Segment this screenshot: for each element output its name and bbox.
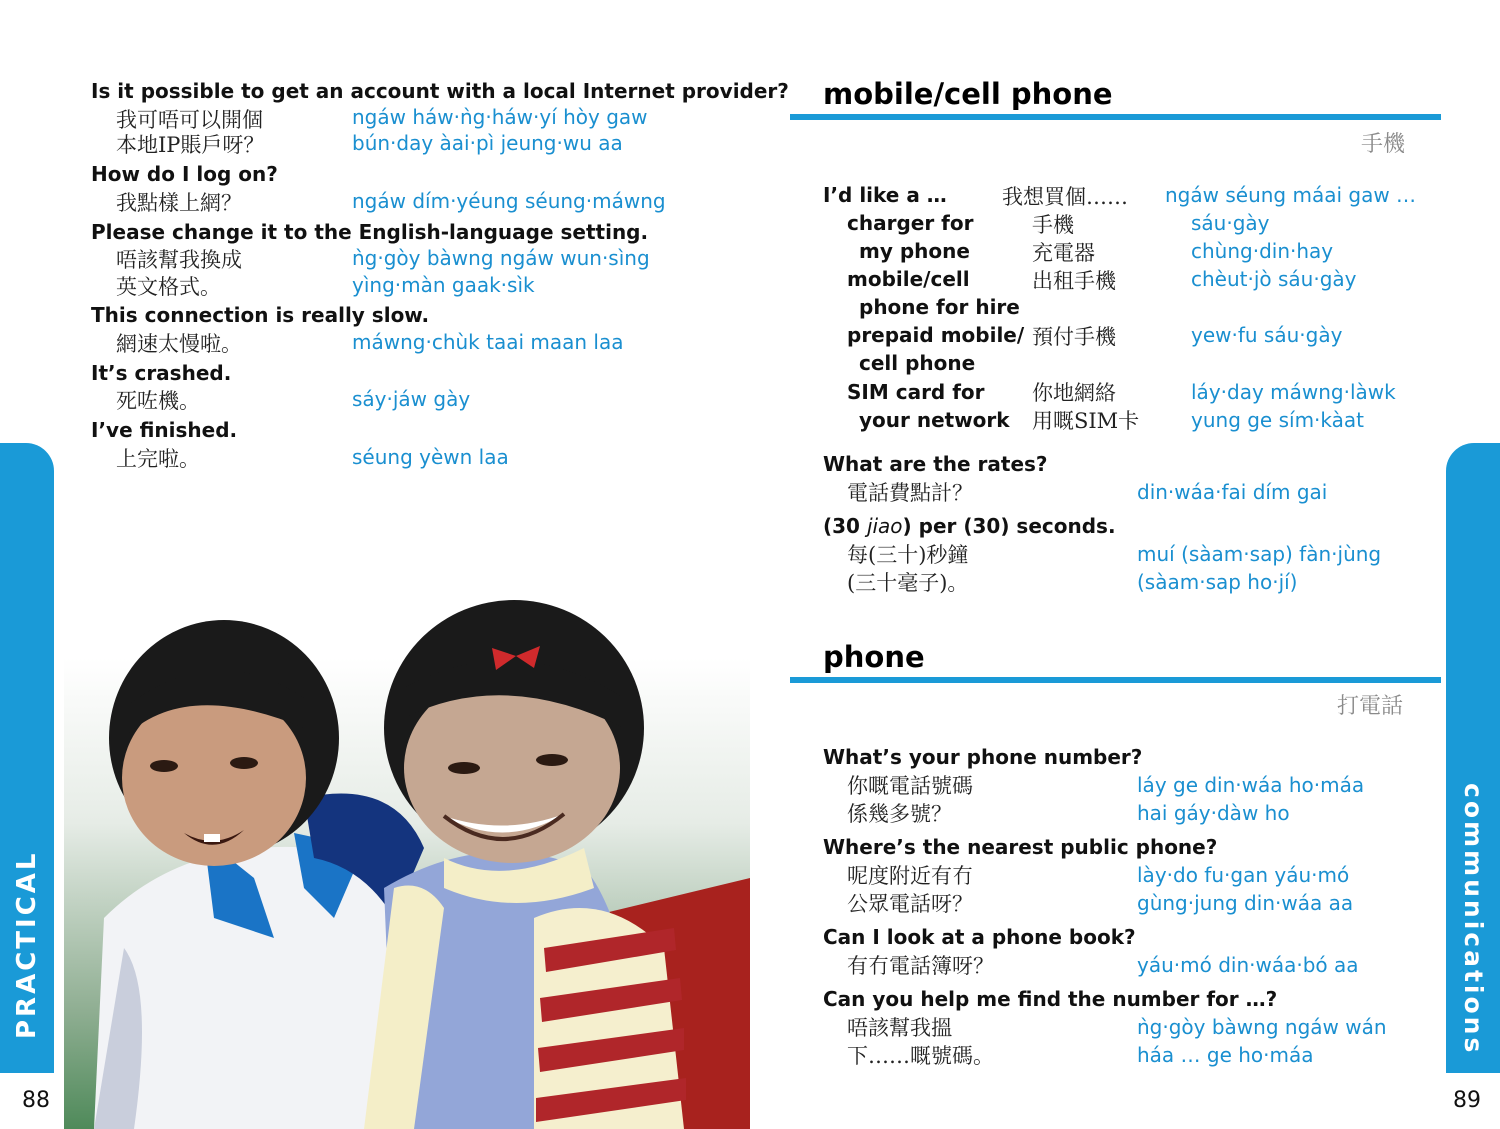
table-chinese: 用嘅SIM卡: [1032, 409, 1140, 433]
phrase-chinese: 公眾電話呀？: [847, 892, 973, 916]
phrase-chinese: 上完啦。: [116, 447, 200, 471]
phrase-romanization: ǹg·gòy bàwng ngáw wun·sìng: [352, 246, 650, 270]
section-tab-practical: [0, 443, 54, 1073]
phrase-romanization: láy ge din·wáa ho·máa: [1137, 773, 1365, 797]
page-number: 88: [22, 1088, 50, 1113]
phrase-chinese: 死咗機。: [116, 389, 200, 413]
phrase-romanization: yìng·màn gaak·sìk: [352, 273, 535, 297]
phrase-romanization: sáy·jáw gày: [352, 387, 471, 411]
phrase-chinese: 呢度附近有冇: [847, 864, 973, 888]
phrase-chinese: 每(三十)秒鐘: [847, 543, 969, 567]
phrase-english: How do I log on?: [91, 162, 278, 186]
section-title-chinese: 手機: [1361, 132, 1406, 157]
phrase-chinese: (三十毫子)。: [847, 571, 969, 595]
phrase-romanization: máwng·chùk taai maan laa: [352, 330, 624, 354]
table-chinese: 手機: [1032, 213, 1074, 237]
phrase-chinese: 英文格式。: [116, 275, 221, 299]
phrase-english-part: (30: [823, 514, 867, 538]
phrase-chinese: 下……嘅號碼。: [847, 1044, 994, 1068]
phrase-chinese: 我點樣上網？: [116, 191, 242, 215]
table-romanization: yung ge sím·kàat: [1191, 408, 1364, 432]
section-tab-label: communications: [1459, 783, 1488, 1056]
table-romanization: yew·fu sáu·gày: [1191, 323, 1343, 347]
phrase-chinese: 唔該幫我搵: [847, 1016, 952, 1040]
phrase-chinese: 我可唔可以開個: [116, 108, 263, 132]
table-chinese: 充電器: [1032, 241, 1095, 265]
table-english: SIM card for: [847, 380, 985, 404]
table-english: mobile/cell: [847, 267, 970, 291]
phrase-chinese: 有冇電話簿呀？: [847, 954, 994, 978]
table-chinese: 你地網絡: [1032, 381, 1116, 405]
phrase-english: [823, 514, 1116, 538]
table-english: phone for hire: [859, 295, 1020, 319]
phrase-english: I’ve finished.: [91, 418, 238, 442]
phrase-chinese: 網速太慢啦。: [116, 332, 242, 356]
section-title-chinese: 打電話: [1337, 694, 1404, 719]
phrase-english: Can I look at a phone book?: [823, 925, 1136, 949]
phrase-chinese: 唔該幫我換成: [116, 248, 242, 272]
table-english: your network: [859, 408, 1010, 432]
phrase-english: It’s crashed.: [91, 361, 232, 385]
table-intro-english: I’d like a …: [823, 183, 947, 207]
section-title: phone: [823, 640, 925, 674]
right-page: [760, 0, 1500, 1129]
table-romanization: chèut·jò sáu·gày: [1191, 267, 1357, 291]
table-intro-romanization: ngáw séung máai gaw …: [1165, 183, 1417, 207]
phrase-romanization: séung yèwn laa: [352, 445, 509, 469]
phrase-english: This connection is really slow.: [91, 303, 430, 327]
phrase-romanization: (sàam·sap ho·jí): [1137, 570, 1298, 594]
phrase-chinese: 係幾多號？: [847, 802, 952, 826]
phrase-english: What’s your phone number?: [823, 745, 1143, 769]
section-tab-communications: [1446, 443, 1500, 1073]
phrase-romanization: hai gáy·dàw ho: [1137, 801, 1290, 825]
phrase-english: Is it possible to get an account with a local Internet provider?: [91, 79, 789, 103]
phrase-romanization: bún·day àai·pì jeung·wu aa: [352, 131, 623, 155]
phrase-romanization: ngáw dím·yéung séung·máwng: [352, 189, 666, 213]
table-romanization: sáu·gày: [1191, 211, 1270, 235]
phrase-english: Can you help me find the number for …?: [823, 987, 1278, 1011]
striped-sleeve: [534, 908, 686, 1129]
table-romanization: chùng·din·hay: [1191, 239, 1334, 263]
phrase-romanization: din·wáa·fai dím gai: [1137, 480, 1328, 504]
table-english: cell phone: [859, 351, 976, 375]
table-english: prepaid mobile/: [847, 323, 1025, 347]
table-chinese: 出租手機: [1032, 269, 1116, 293]
phrase-english-italic: jiao: [866, 514, 903, 538]
section-tab-label: PRACTICAL: [12, 850, 42, 1039]
phrase-romanization: yáu·mó din·wáa·bó aa: [1137, 953, 1359, 977]
phrase-romanization: muí (sàam·sap) fàn·jùng: [1137, 542, 1382, 566]
table-romanization: láy·day máwng·làwk: [1191, 380, 1396, 404]
phrase-english-part: ) per (30) seconds.: [902, 514, 1116, 538]
phrase-english: What are the rates?: [823, 452, 1048, 476]
phrase-romanization: ǹg·gòy bàwng ngáw wán: [1137, 1015, 1387, 1039]
page-number: 89: [1453, 1088, 1481, 1113]
section-title: mobile/cell phone: [823, 77, 1113, 111]
table-english: charger for: [847, 211, 974, 235]
children-illustration: [64, 588, 750, 1129]
phrase-english: Where’s the nearest public phone?: [823, 835, 1218, 859]
phrase-chinese: 你嘅電話號碼: [847, 774, 973, 798]
table-chinese: 預付手機: [1032, 325, 1116, 349]
section-rule: [790, 677, 1441, 683]
table-intro-chinese: 我想買個……: [1002, 185, 1128, 209]
phrase-romanization: gùng·jung din·wáa aa: [1137, 891, 1354, 915]
section-rule: [790, 114, 1441, 120]
table-english: my phone: [859, 239, 970, 263]
phrase-romanization: ngáw háw·ǹg·háw·yí hòy gaw: [352, 105, 648, 129]
phrase-romanization: lày·do fu·gan yáu·mó: [1137, 863, 1350, 887]
illustration-children: [64, 588, 750, 1129]
phrase-romanization: háa … ge ho·máa: [1137, 1043, 1314, 1067]
phrase-chinese: 電話費點計？: [847, 481, 973, 505]
phrase-english: Please change it to the English-language setting.: [91, 220, 649, 244]
phrase-chinese: 本地IP賬戶呀？: [116, 133, 265, 157]
